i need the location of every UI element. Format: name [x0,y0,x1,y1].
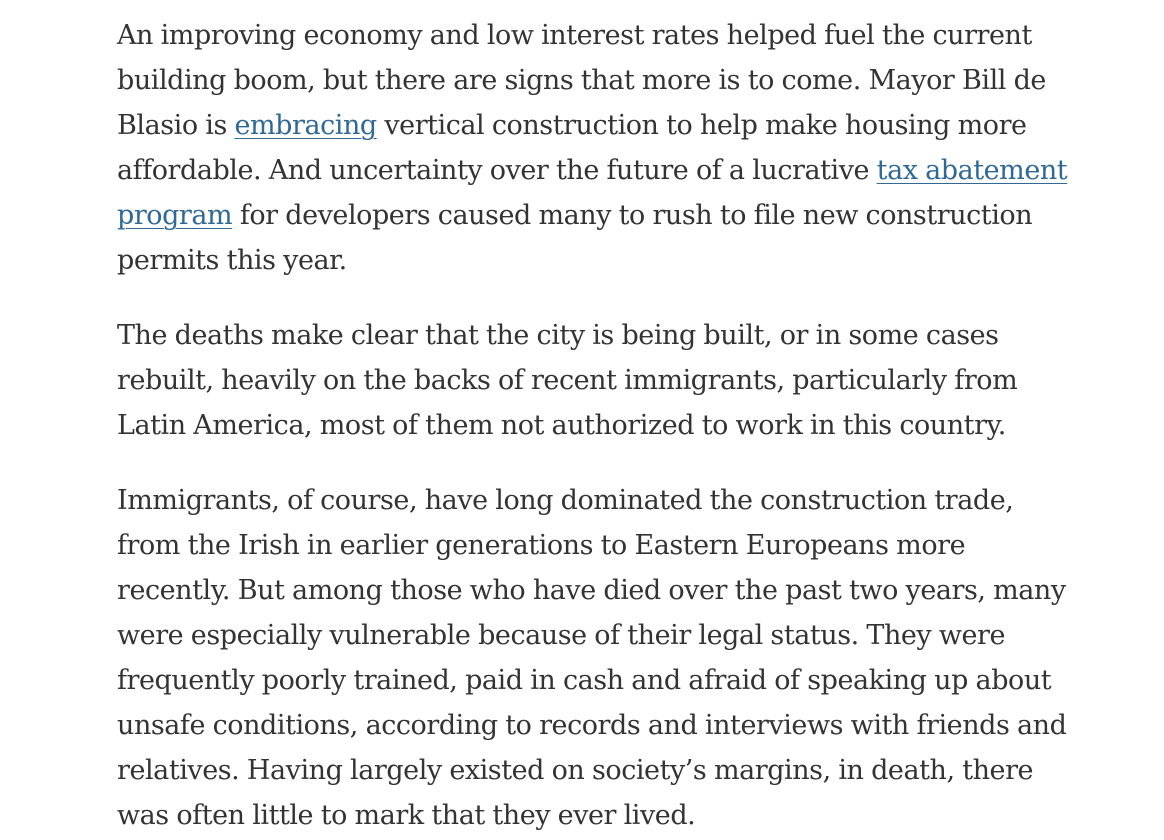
text-segment: Blasio is [117,110,235,141]
paragraph-1 [117,13,1067,283]
tax-abatement-program-link[interactable]: tax abatement [876,155,1068,186]
text-line: recently. But among those who have died over the past two years, many [117,575,1066,606]
paragraph-3 [117,478,1067,838]
text-line: Immigrants, of course, have long dominated the construction trade, [117,485,1014,516]
text-line: permits this year. [117,245,347,276]
embracing-link[interactable]: embracing [234,110,377,141]
text-line: Latin America, most of them not authorized to work in this country. [117,410,1006,441]
text-segment: for developers caused many to rush to file new construction [232,200,1033,231]
tax-abatement-program-link[interactable]: program [117,200,233,231]
text-line: The deaths make clear that the city is being built, or in some cases [117,320,999,351]
text-line [117,148,1067,193]
text-segment: vertical construction to help make housing more [376,110,1027,141]
text-line: building boom, but there are signs that more is to come. Mayor Bill de [117,65,1046,96]
text-line [117,193,1067,238]
text-line: were especially vulnerable because of their legal status. They were [117,620,1006,651]
paragraph-2 [117,313,1067,448]
text-line: unsafe conditions, according to records and interviews with friends and [117,710,1067,741]
text-line: relatives. Having largely existed on society’s margins, in death, there [117,755,1034,786]
text-line: rebuilt, heavily on the backs of recent immigrants, particularly from [117,365,1018,396]
text-line: was often little to mark that they ever lived. [117,800,696,831]
text-line [117,103,1067,148]
article-body [117,13,1067,838]
text-line: An improving economy and low interest rates helped fuel the current [117,20,1032,51]
text-line: from the Irish in earlier generations to Eastern Europeans more [117,530,966,561]
text-segment: affordable. And uncertainty over the future of a lucrative [117,155,877,186]
text-line: frequently poorly trained, paid in cash and afraid of speaking up about [117,665,1052,696]
